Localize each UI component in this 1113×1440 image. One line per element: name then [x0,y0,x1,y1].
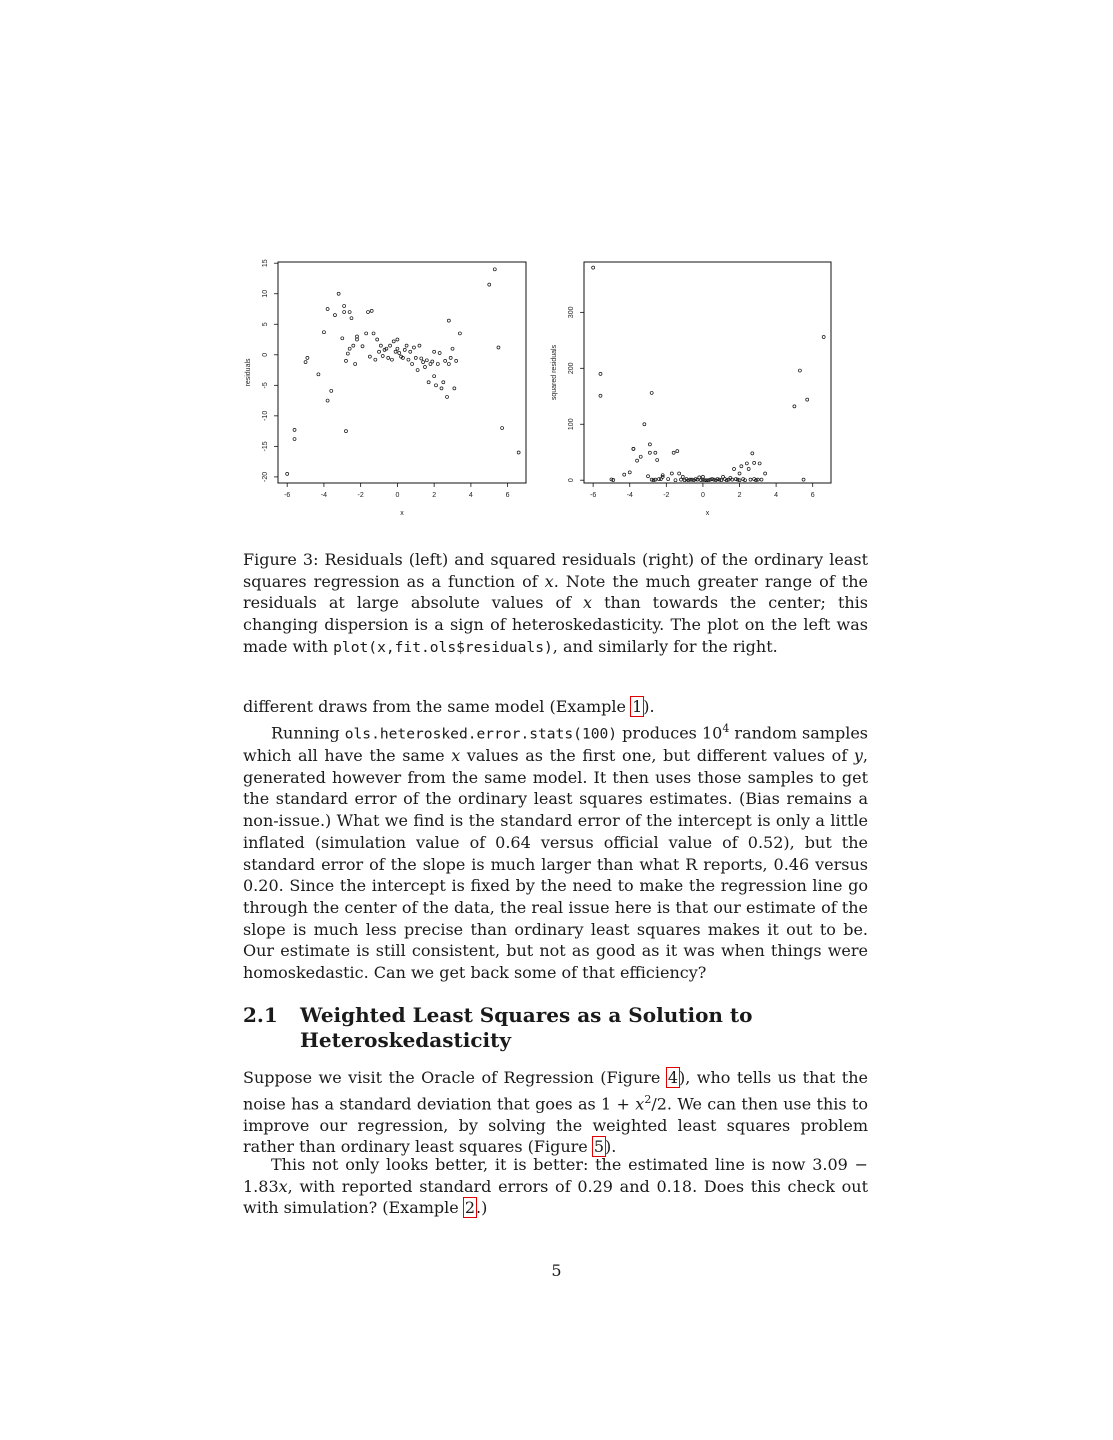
right-data-point [733,468,736,471]
left-data-point [333,314,336,317]
left-data-point [343,304,346,307]
right-x-tick-label: -4 [626,492,633,499]
right-y-axis-label: squared residuals [551,344,558,401]
right-data-point [636,459,639,462]
left-data-point [433,350,436,353]
left-x-tick-label: -6 [284,492,291,499]
left-y-tick-label: -10 [262,410,269,421]
right-data-point [648,443,651,446]
right-data-point [612,479,615,482]
right-data-point [672,451,675,454]
left-data-point [293,428,296,431]
left-data-point [322,331,325,334]
left-x-tick-label: -4 [320,492,328,499]
left-data-point [431,360,434,363]
left-x-axis-label: x [400,510,404,517]
right-data-point [731,478,734,481]
left-data-point [378,350,381,353]
right-data-point [679,478,682,481]
right-data-point [745,462,748,465]
example-1-link[interactable]: 1 [632,697,643,716]
left-data-point [398,351,401,354]
left-data-point [444,359,447,362]
right-data-point [822,335,825,338]
left-data-point [447,319,450,322]
right-data-point [656,459,659,462]
left-x-tick-label: 0 [395,492,400,499]
right-x-tick-label: 4 [774,492,779,499]
right-y-tick-label: 300 [568,306,575,319]
left-y-tick-label: 0 [262,352,269,357]
right-data-point [654,478,657,481]
left-data-point [497,346,500,349]
left-data-point [407,358,410,361]
left-data-point [411,362,414,365]
right-data-point [648,451,651,454]
left-data-point [517,451,520,454]
right-x-tick-label: -2 [663,492,670,499]
right-data-point [676,450,679,453]
right-plot-frame [584,262,831,483]
right-y-tick-label: 200 [568,362,575,375]
left-data-point [355,335,358,338]
paragraph-wls-result: This not only looks better, it is better: the estimated line is now 3.09 − 1.83x, with reported standard errors of 0.29 and 0.18. Does this check out with simulation? (Example 2.) [243,1155,868,1218]
right-data-point [599,394,602,397]
right-data-point [670,472,673,475]
left-data-point [341,337,344,340]
left-y-tick-label: -20 [262,471,269,482]
left-y-tick-label: 10 [262,289,269,298]
left-data-point [488,283,491,286]
section-heading-2-1: 2.1 Weighted Least Squares as a Solution to Heteroskedasticity [243,1003,753,1052]
right-scatter-plot [551,262,831,517]
left-data-point [390,358,393,361]
left-data-point [440,387,443,390]
left-x-tick-label: -2 [357,492,364,499]
left-data-point [367,311,370,314]
left-data-point [501,427,504,430]
left-data-point [368,355,371,358]
left-data-point [453,387,456,390]
left-data-point [370,309,373,312]
left-data-point [412,346,415,349]
left-data-point [447,362,450,365]
page-number: 5 [551,1261,562,1280]
left-data-point [438,351,441,354]
left-data-point [442,381,445,384]
right-data-point [738,479,741,482]
right-data-point [756,478,759,481]
right-data-point [729,476,732,479]
left-data-point [427,381,430,384]
figure-5-link[interactable]: 5 [593,1137,605,1157]
right-data-point [738,472,741,475]
right-data-point [698,476,701,479]
left-data-point [348,347,351,350]
left-data-point [354,362,357,365]
left-data-point [433,375,436,378]
left-data-point [394,350,397,353]
right-data-point [639,455,642,458]
right-x-tick-label: 6 [810,492,815,499]
left-data-point [326,399,329,402]
left-y-tick-label: -5 [262,382,269,389]
right-data-point [806,398,809,401]
right-data-point [650,391,653,394]
left-data-point [348,311,351,314]
left-data-point [420,357,423,360]
left-data-point [330,389,333,392]
right-data-point [764,472,767,475]
right-x-tick-label: 0 [700,492,705,499]
left-data-point [343,311,346,314]
right-data-point [681,475,684,478]
right-data-point [667,478,670,481]
left-data-point [346,352,349,355]
left-data-point [387,356,390,359]
left-data-point [403,348,406,351]
left-y-tick-label: -15 [262,441,269,452]
left-data-point [455,359,458,362]
left-data-point [414,356,417,359]
right-data-point [632,447,635,450]
left-data-point [326,308,329,311]
left-data-point [396,338,399,341]
left-y-axis-label: residuals [245,358,252,387]
left-data-point [418,344,421,347]
right-data-point [740,465,743,468]
right-y-tick-label: 0 [568,478,575,483]
left-data-point [304,361,307,364]
left-data-point [374,358,377,361]
right-data-point [720,479,723,482]
right-data-point [628,471,631,474]
left-x-tick-label: 2 [432,492,437,499]
right-data-point [678,472,681,475]
left-data-point [355,338,358,341]
left-data-point [458,332,461,335]
right-data-point [753,461,756,464]
right-data-point [643,423,646,426]
left-data-point [422,361,425,364]
right-data-point [727,478,730,481]
right-data-point [674,479,677,482]
figure-3-plots [240,255,840,525]
left-y-tick-label: 15 [262,259,269,268]
left-data-point [317,373,320,376]
left-y-tick-label: 5 [262,322,269,327]
left-data-point [449,356,452,359]
right-data-point [751,452,754,455]
left-data-point [425,359,428,362]
left-data-point [381,355,384,358]
left-data-point [352,344,355,347]
left-data-point [344,430,347,433]
left-data-point [493,268,496,271]
right-data-point [599,372,602,375]
left-data-point [405,344,408,347]
paragraph-oracle: Suppose we visit the Oracle of Regression (Figure 4), who tells us that the noise has a standard deviation that goes as $1 + x^2/2$. We can then use this to improve our regression, by solving the weighted least squares problem rather than ordinary least squares (Figure 5). [243,1068,869,1157]
left-data-point [306,356,309,359]
left-data-point [293,438,296,441]
right-x-tick-label: 2 [737,492,742,499]
right-data-point [793,405,796,408]
left-data-point [409,350,412,353]
left-data-point [372,332,375,335]
left-data-point [446,395,449,398]
paragraph-simulation: Running ols.heterosked.error.stats(100) produces $10^4$ random samples which all have the same x values as the first one, but different values of y, generated however from the same model. It then uses those samples to get the standard error of the ordinary least squares estimates. (Bias remains a non-issue.) What we find is the standard error of the intercept is only a little inflated (simulation value of 0.64 versus official value of 0.52), but the standard error of the slope is much larger than what R reports, 0.46 versus 0.20. Since the intercept is fixed by the need to make the regression line go through the center of the data, the real issue here is that our estimate of the slope is much less precise than ordinary least squares makes it out to be. Our estimate is still consistent, but not as good as it was when things were homoskedastic. Can we get back some of that efficiency? [243,722,869,983]
right-y-tick-label: 100 [568,418,575,431]
left-x-tick-label: 6 [505,492,510,499]
left-data-point [392,340,395,343]
right-x-tick-label: -6 [590,492,597,499]
right-data-point [760,478,763,481]
left-data-point [361,345,364,348]
left-data-point [376,338,379,341]
left-data-point [350,317,353,320]
right-data-point [802,478,805,481]
right-data-point [758,462,761,465]
left-data-point [389,344,392,347]
left-data-point [344,359,347,362]
right-data-point [647,475,650,478]
left-plot-frame [278,262,526,483]
left-data-point [337,292,340,295]
right-x-axis-label: x [705,510,710,517]
left-data-point [396,347,399,350]
right-data-point [654,451,657,454]
figure-caption: Figure 3: Residuals (left) and squared residuals (right) of the ordinary least squares regression as a function of x. Note the much greater range of the residuals at large absolute values of x than towards the center; this changing dispersion is a sign of heteroskedasticity. The plot on the left was made with plot(x,fit.ols$residuals), and similarly for the right. [243,550,869,656]
paragraph-continued: different draws from the same model (Example 1). [243,697,655,716]
figure-4-link[interactable]: 4 [667,1068,679,1087]
left-data-point [286,472,289,475]
left-x-tick-label: 4 [468,492,473,499]
right-data-point [592,266,595,269]
left-data-point [423,366,426,369]
left-data-point [436,362,439,365]
left-scatter-plot [245,259,526,517]
right-data-point [798,369,801,372]
left-data-point [416,369,419,372]
left-data-point [379,344,382,347]
right-data-point [623,473,626,476]
right-data-point [749,478,752,481]
left-data-point [365,332,368,335]
figure-3 [240,255,840,525]
right-data-point [747,468,750,471]
left-data-point [451,347,454,350]
left-data-point [434,384,437,387]
example-2-link[interactable]: 2 [464,1198,475,1218]
